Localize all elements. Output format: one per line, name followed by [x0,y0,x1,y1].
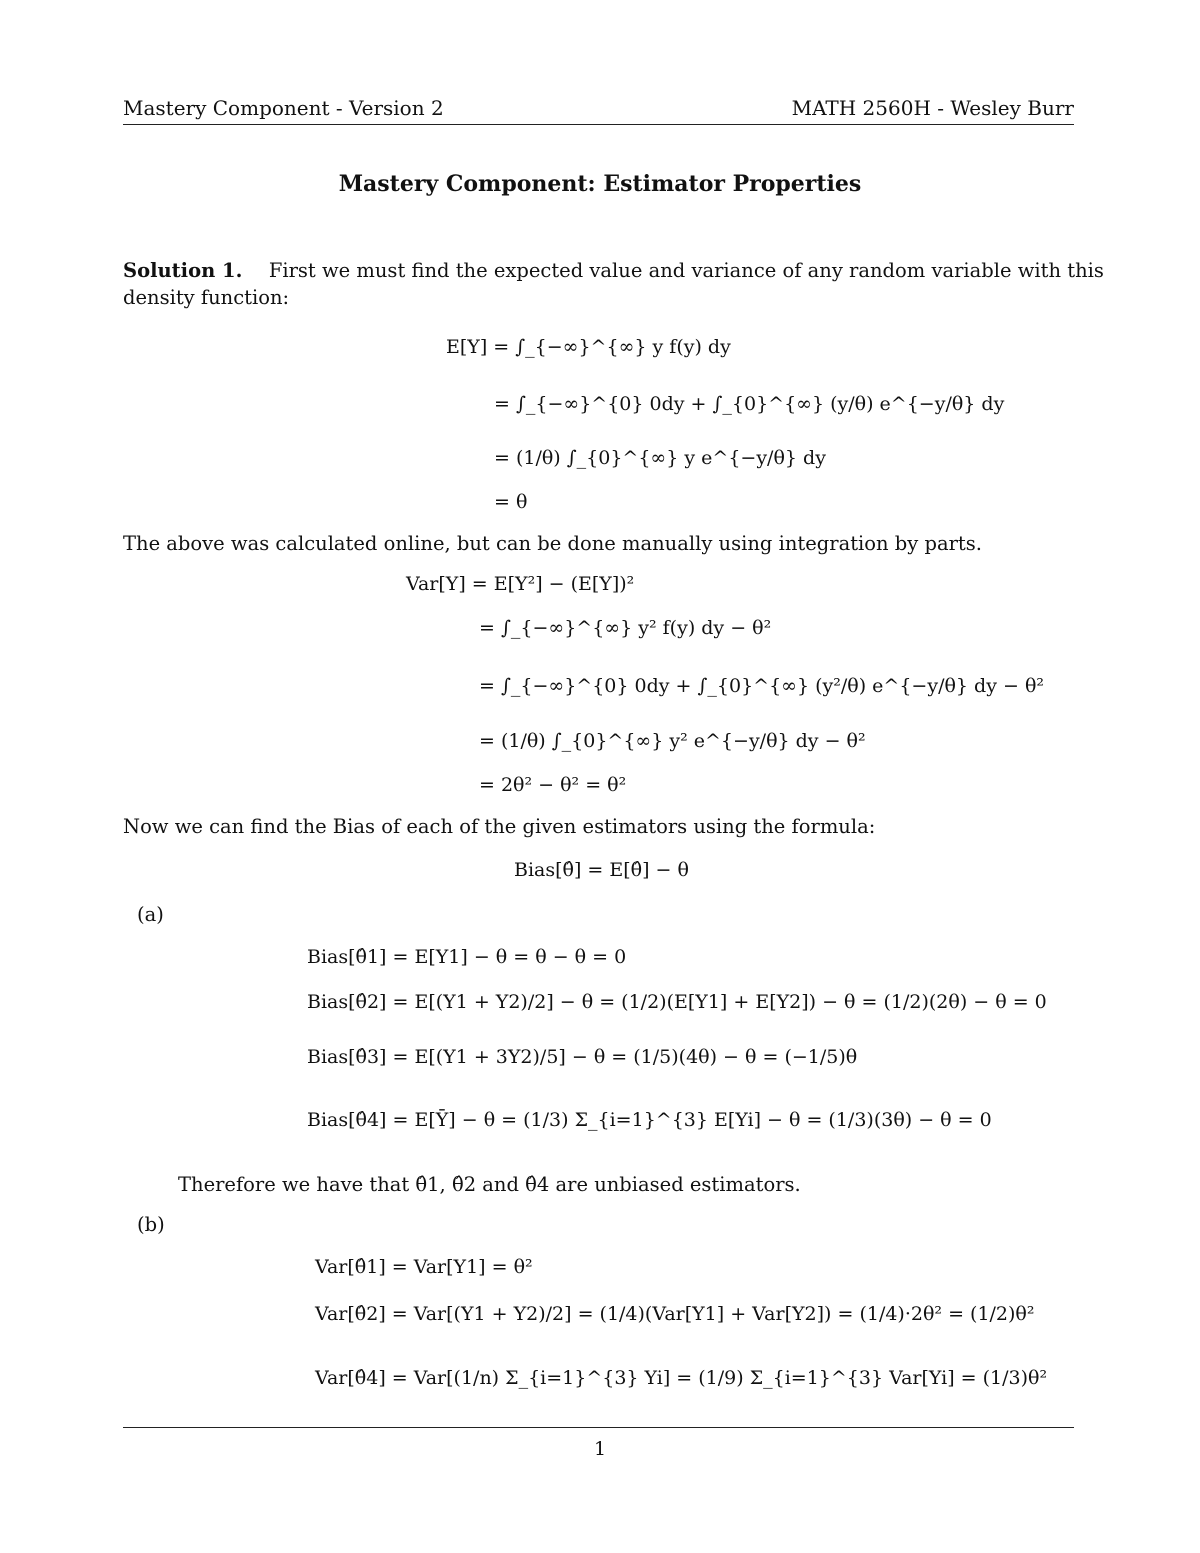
bias-line: Bias[θ̂2] = E[(Y1 + Y2)/2] − θ = (1/2)(E[Y1] + E[Y2]) − θ = (1/2)(2θ) − θ = 0 [307,991,1047,1013]
variance-estimator-line: Var[θ̂4] = Var[(1/n) Σ_{i=1}^{3} Yi] = (1/9) Σ_{i=1}^{3} Var[Yi] = (1/3)θ² [315,1367,1048,1389]
variance-estimator-line: Var[θ̂1] = Var[Y1] = θ² [315,1256,533,1278]
bias-line: Bias[θ̂4] = E[Ȳ] − θ = (1/3) Σ_{i=1}^{3} E[Yi] − θ = (1/3)(3θ) − θ = 0 [307,1109,992,1131]
solution-intro-line1: First we must find the expected value and variance of any random variable with this [268,259,1104,282]
note-integration-by-parts: The above was calculated online, but can be done manually using integration by parts. [123,532,982,555]
solution-label: Solution 1. [123,259,243,282]
part-b-label: (b) [137,1213,165,1236]
expectation-line: = (1/θ) ∫_{0}^{∞} y e^{−y/θ} dy [494,447,826,469]
expectation-line: = ∫_{−∞}^{0} 0dy + ∫_{0}^{∞} (y/θ) e^{−y/θ} dy [494,393,1005,415]
variance-estimator-line: Var[θ̂2] = Var[(Y1 + Y2)/2] = (1/4)(Var[Y1] + Var[Y2]) = (1/4)·2θ² = (1/2)θ² [315,1303,1035,1325]
running-header-right: MATH 2560H - Wesley Burr [791,96,1074,120]
part-a-label: (a) [137,903,164,926]
bias-formula: Bias[θ̂] = E[θ̂] − θ [514,859,689,881]
variance-line: = ∫_{−∞}^{0} 0dy + ∫_{0}^{∞} (y²/θ) e^{−y/θ} dy − θ² [479,675,1044,697]
running-header-left: Mastery Component - Version 2 [123,96,444,120]
variance-line: = ∫_{−∞}^{∞} y² f(y) dy − θ² [479,617,772,639]
variance-line: = 2θ² − θ² = θ² [479,774,627,796]
variance-line: = (1/θ) ∫_{0}^{∞} y² e^{−y/θ} dy − θ² [479,730,866,752]
footer-rule [123,1427,1074,1428]
expectation-line: = θ [494,491,528,513]
expectation-line: E[Y] = ∫_{−∞}^{∞} y f(y) dy [446,336,731,358]
bias-line: Bias[θ̂3] = E[(Y1 + 3Y2)/5] − θ = (1/5)(4θ) − θ = (−1/5)θ [307,1046,858,1068]
page-title: Mastery Component: Estimator Properties [338,171,862,197]
page-number: 1 [593,1438,607,1460]
part-a-conclusion: Therefore we have that θ̂1, θ̂2 and θ̂4 are unbiased estimators. [178,1173,801,1196]
bias-intro: Now we can find the Bias of each of the given estimators using the formula: [123,815,876,838]
bias-line: Bias[θ̂1] = E[Y1] − θ = θ − θ = 0 [307,946,627,968]
variance-line: Var[Y] = E[Y²] − (E[Y])² [406,573,635,595]
solution-intro-line2: density function: [123,286,290,309]
